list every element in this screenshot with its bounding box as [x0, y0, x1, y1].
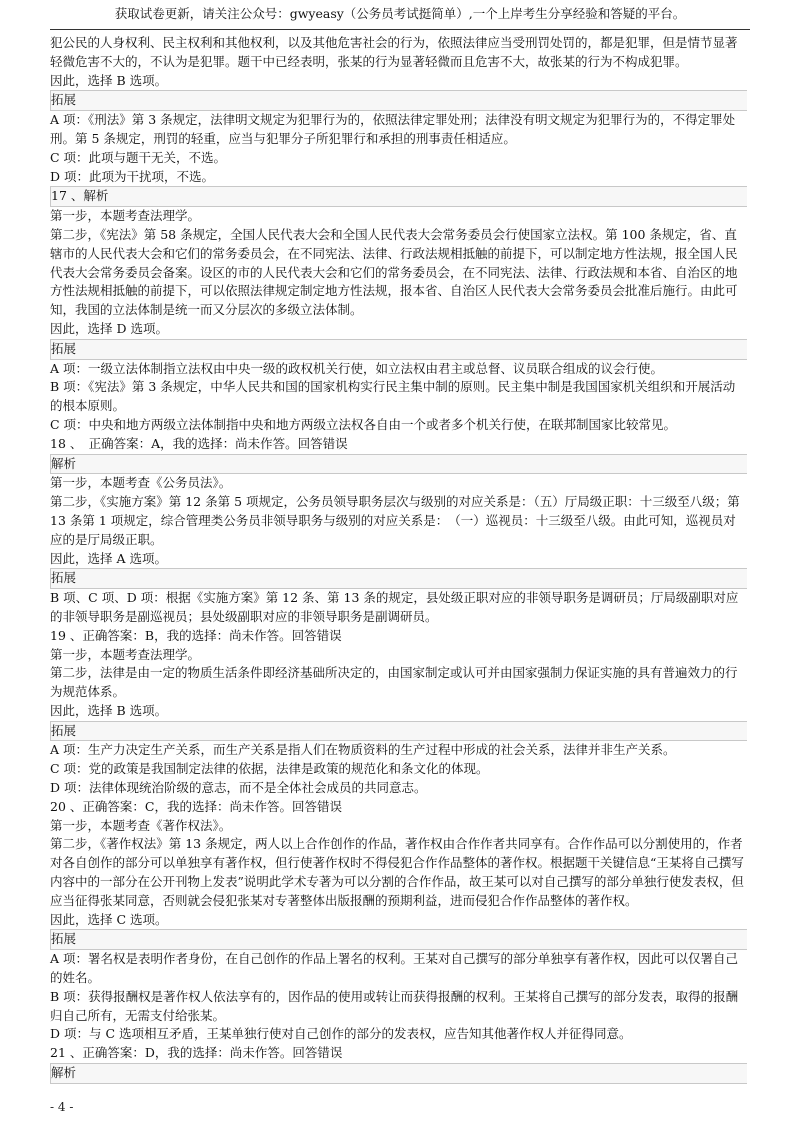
paragraph: A 项：署名权是表明作者身份，在自己创作的作品上署名的权利。王某对自己撰写的部分单独享有著作权，因此可以仅署自己的姓名。: [50, 951, 739, 986]
paragraph: D 项：法律体现统治阶级的意志，而不是全体社会成员的共同意志。: [50, 780, 427, 796]
paragraph: 第二步，《著作权法》第 13 条规定，两人以上合作创作的作品，著作权由合作作者共同享有。合作作品可以分割使用的，作者对各自创作的部分可以单独享有著作权，但行使著作权时不得侵犯合作作品整体的著作权。根据题干关键信息“王某将自己撰写内容中的一部分在公开刊物上发表”说明此学术专著为可以分割的合作作品，故王某可以对自己撰写的部分单独行使发表权，但应当征得张某同意，否则就会侵犯张某对专著整体出版报酬的预期利益，进而侵犯合作作品整体的著作权。: [50, 836, 744, 908]
section-label: 拓展: [50, 929, 747, 950]
section-label: 拓展: [50, 339, 747, 360]
section-label: 拓展: [50, 568, 747, 589]
paragraph: 第二步，法律是由一定的物质生活条件即经济基础所决定的，由国家制定或认可并由国家强制力保证实施的具有普遍效力的行为规范体系。: [50, 665, 738, 700]
paragraph: D 项：与 C 选项相互矛盾，王某单独行使对自己创作的部分的发表权，应告知其他著作权人并征得同意。: [50, 1026, 632, 1042]
paragraph: 第一步，本题考查《公务员法》。: [50, 475, 232, 491]
paragraph: 第一步，本题考查《著作权法》。: [50, 817, 232, 833]
paragraph: 因此，选择 B 选项。: [50, 72, 168, 88]
section-label: 拓展: [50, 90, 747, 111]
section-label: 解析: [50, 454, 747, 475]
paragraph: 第一步，本题考查法理学。: [50, 208, 201, 224]
paragraph: 18 、 正确答案：A，我的选择：尚未作答。回答错误: [50, 435, 348, 451]
section-label: 解析: [50, 1063, 747, 1084]
section-label: 拓展: [50, 721, 747, 742]
paragraph: 第二步，《实施方案》第 12 条第 5 项规定，公务员领导职务层次与级别的对应关系是：（五）厅局级正职：十三级至八级；第 13 条第 1 项规定，综合管理类公务员非领导职务与级别的对应关系是： （一）巡视员：十三级至八级。由此可知，巡视员对应的是厅局级正职。: [50, 494, 740, 547]
paragraph: C 项：此项与题干无关，不选。: [50, 149, 227, 165]
page-header: 获取试卷更新，请关注公众号：gwyeasy（公务员考试挺简单）,一个上岸考生分享经验和答疑的平台。: [114, 6, 686, 21]
paragraph: 因此，选择 C 选项。: [50, 911, 168, 927]
paragraph: B 项：《宪法》第 3 条规定，中华人民共和国的国家机构实行民主集中制的原则。民主集中制是我国国家机关组织和开展活动的根本原则。: [50, 379, 736, 414]
page-number: - 4 -: [50, 1100, 74, 1114]
paragraph: 因此，选择 B 选项。: [50, 702, 168, 718]
document-body: [50, 34, 747, 1084]
paragraph: 因此，选择 D 选项。: [50, 320, 168, 336]
paragraph: A 项：一级立法体制指立法权由中央一级的政权机关行使，如立法权由君主或总督、议员联合组成的议会行使。: [50, 360, 664, 376]
paragraph: C 项：中央和地方两级立法体制指中央和地方两级立法权各自由一个或者多个机关行使，在联邦制国家比较常见。: [50, 416, 677, 432]
paragraph: A 项：《刑法》第 3 条规定，法律明文规定为犯罪行为的，依照法律定罪处刑；法律没有明文规定为犯罪行为的，不得定罪处刑。第 5 条规定，刑罚的轻重，应当与犯罪分子所犯罪行和承担的刑事责任相适应。: [50, 112, 736, 146]
paragraph: 19 、正确答案：B，我的选择：尚未作答。回答错误: [50, 627, 342, 643]
header-divider: [50, 29, 750, 30]
paragraph: C 项：党的政策是我国制定法律的依据，法律是政策的规范化和条文化的体现。: [50, 761, 489, 777]
paragraph: 第二步，《宪法》第 58 条规定，全国人民代表大会和全国人民代表大会常务委员会行使国家立法权。第 100 条规定，省、直辖市的人民代表大会和它们的常务委员会，在不同宪法、法律、行政法规相抵触的前提下，可以制定地方性法规，报全国人民代表大会常务委员会备案。设区的市的人民代表大会和它们的常务委员会，在不同宪法、法律、行政法规和本省、自治区的地方性法规相抵触的前提下，可以依照法律规定制定地方性法规，报本省、自治区人民代表大会常务委员会批准后施行。由此可知，我国的立法体制是统一而又分层次的多级立法体制。: [50, 226, 738, 318]
paragraph: 犯公民的人身权利、民主权利和其他权利，以及其他危害社会的行为，依照法律应当受刑罚处罚的，都是犯罪，但是情节显著轻微危害不大的，不认为是犯罪。题干中已经表明，张某的行为显著轻微而且危害不大，故张某的行为不构成犯罪。: [50, 35, 738, 69]
paragraph: 第一步，本题考查法理学。: [50, 646, 201, 662]
paragraph: A 项：生产力决定生产关系，而生产关系是指人们在物质资料的生产过程中形成的社会关系，法律并非生产关系。: [50, 742, 676, 758]
paragraph: 21 、正确答案：D，我的选择：尚未作答。回答错误: [50, 1045, 343, 1061]
paragraph: B 项：获得报酬权是著作权人依法享有的，因作品的使用或转让而获得报酬的权利。王某将自己撰写的部分发表，取得的报酬归自己所有，无需支付给张某。: [50, 988, 739, 1023]
paragraph: D 项：此项为干扰项，不选。: [50, 168, 214, 184]
section-label: 17 、解析: [50, 186, 747, 207]
paragraph: 20 、正确答案：C，我的选择：尚未作答。回答错误: [50, 798, 342, 814]
paragraph: B 项、C 项、D 项：根据《实施方案》第 12 条、第 13 条的规定，县处级正职对应的非领导职务是调研员；厅局级副职对应的非领导职务是副巡视员；县处级副职对应的非领导职务是副调研员。: [50, 590, 739, 624]
paragraph: 因此，选择 A 选项。: [50, 550, 167, 566]
